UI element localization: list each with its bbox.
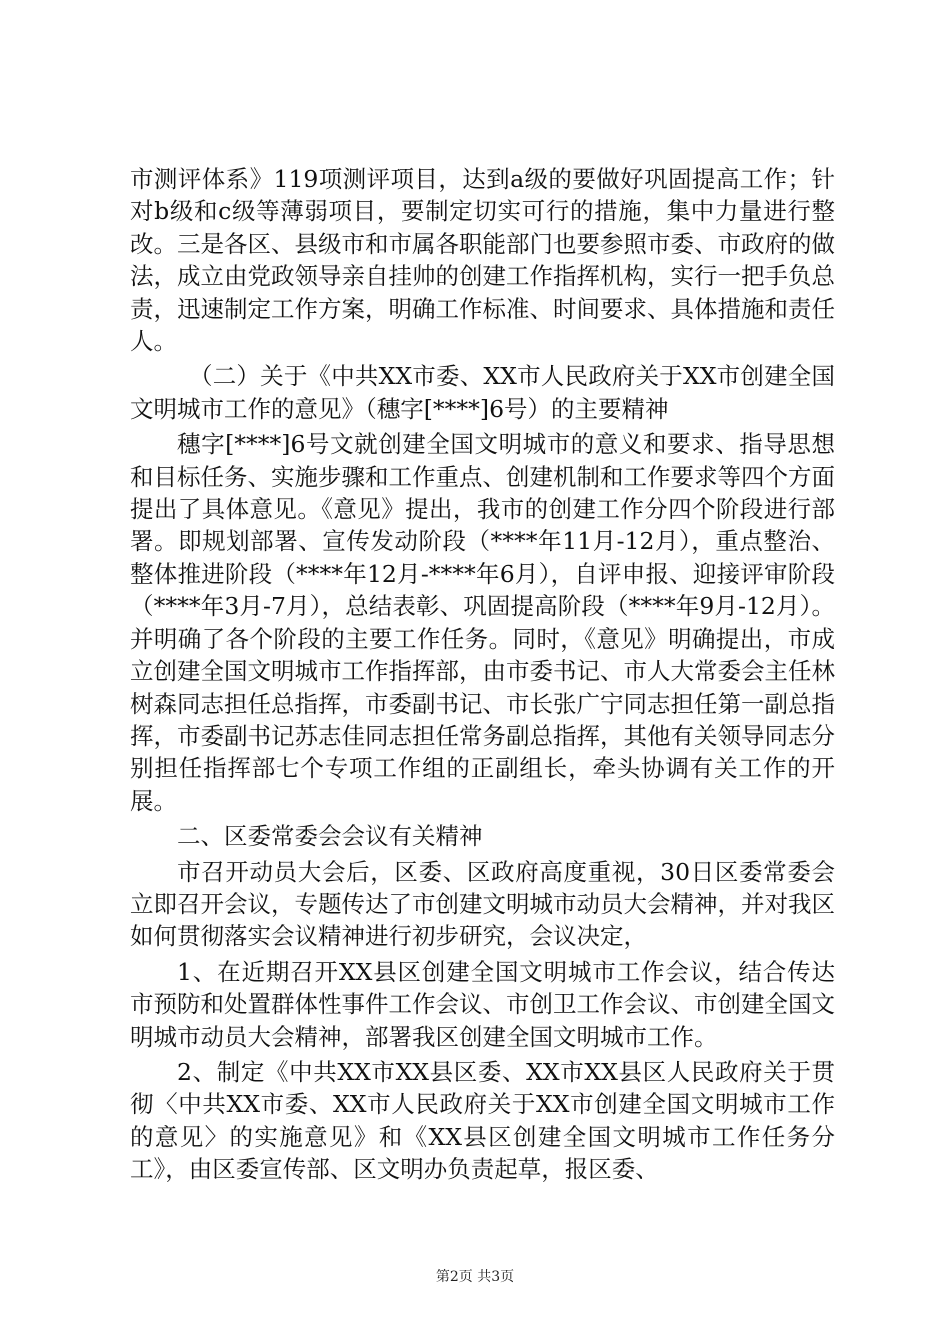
section-heading-district: 二、区委常委会会议有关精神 <box>177 822 483 851</box>
document-body <box>130 163 835 1189</box>
list-item-1: 1、在近期召开XX县区创建全国文明城市工作会议，结合传达市预防和处置群体性事件工作会议、市创卫工作会议、市创建全国文明城市动员大会精神，部署我区创建全国文明城市工作。 <box>130 957 835 1051</box>
paragraph-opinion-summary: 穗字[****]6号文就创建全国文明城市的意义和要求、指导思想和目标任务、实施步骤和工作重点、创建机制和工作要求等四个方面提出了具体意见。《意见》提出，我市的创建工作分四个阶段进行部署。即规划部署、宣传发动阶段（****年11月-12月），重点整治、整体推进阶段（****年12月-****年6月），自评申报、迎接评审阶段（****年3月-7月），总结表彰、巩固提高阶段（****年9月-12月）。并明确了各个阶段的主要工作任务。同时，《意见》明确提出，市成立创建全国文明城市工作指挥部，由市委书记、市人大常委会主任林树森同志担任总指挥，市委副书记、市长张广宁同志担任第一副总指挥，市委副书记苏志佳同志担任常务副总指挥，其他有关领导同志分别担任指挥部七个专项工作组的正副组长，牵头协调有关工作的开展。 <box>130 430 835 815</box>
paragraph-district-meeting: 市召开动员大会后，区委、区政府高度重视，30日区委常委会立即召开会议，专题传达了市创建文明城市动员大会精神，并对我区如何贯彻落实会议精神进行初步研究，会议决定， <box>130 857 835 951</box>
section-heading-2: （二）关于《中共XX市委、XX市人民政府关于XX市创建全国文明城市工作的意见》（穗字[****]6号）的主要精神 <box>130 362 835 423</box>
list-item-2: 2、制定《中共XX市XX县区委、XX市XX县区人民政府关于贯彻〈中共XX市委、XX市人民政府关于XX市创建全国文明城市工作的意见〉的实施意见》和《XX县区创建全国文明城市工作任务分工》，由区委宣传部、区文明办负责起草，报区委、 <box>130 1057 835 1184</box>
page-footer: 第2页 共3页 <box>435 1269 515 1285</box>
paragraph-continuation: 市测评体系》119项测评项目，达到a级的要做好巩固提高工作；针对b级和c级等薄弱项目，要制定切实可行的措施，集中力量进行整改。三是各区、县级市和市属各职能部门也要参照市委、市政府的做法，成立由党政领导亲自挂帅的创建工作指挥机构，实行一把手负总责，迅速制定工作方案，明确工作标准、时间要求、具体措施和责任人。 <box>130 165 835 356</box>
